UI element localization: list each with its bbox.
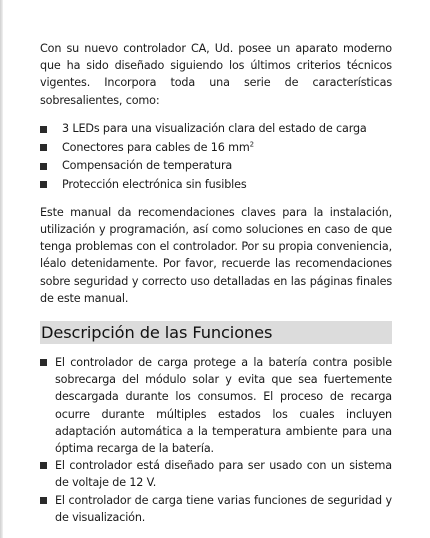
square-bullet-icon	[40, 163, 47, 170]
feature-text: 3 LEDs para una visualización clara del estado de carga	[62, 122, 367, 136]
square-bullet-icon	[40, 144, 47, 151]
feature-text	[62, 139, 254, 156]
feature-text: Compensación de temperatura	[62, 159, 233, 173]
manual-paragraph: Este manual da recomendaciones claves para la instalación, utilización y programación, así como soluciones en caso de que tenga problemas con el controlador. Por su propia conveniencia, léalo detenidamente. Por favor, recuerde las recomendaciones sobre seguridad y correcto uso detalladas en las páginas finales de este manual.	[40, 205, 392, 305]
feature-text: Protección electrónica sin fusibles	[62, 177, 247, 191]
function-list	[40, 354, 392, 526]
square-bullet-icon	[40, 126, 47, 133]
square-bullet-icon	[40, 497, 47, 504]
function-item	[40, 354, 392, 457]
feature-item	[40, 175, 392, 194]
section-header	[40, 321, 392, 344]
function-text: El controlador está diseñado para ser usado con un sistema de voltaje de 12 V.	[55, 459, 392, 490]
intro-paragraph: Con su nuevo controlador CA, Ud. posee un aparato moderno que ha sido diseñado siguiendo los últimos criterios técnicos vigentes. Incorpora toda una serie de características sobresalientes, como:	[40, 42, 392, 107]
feature-item	[40, 157, 392, 176]
page-edge	[0, 0, 3, 538]
square-bullet-icon	[40, 462, 47, 469]
document-page	[40, 40, 392, 526]
feature-text-main: Conectores para cables de 16 mm	[62, 140, 250, 154]
feature-item	[40, 120, 392, 139]
function-item	[40, 492, 392, 526]
function-text: El controlador de carga protege a la batería contra posible sobrecarga del módulo solar y evita que sea fuertemente descargada durante los consumos. El proceso de recarga ocurre durante múltiples estados los cuales incluyen adaptación automática a la temperatura ambiente para una óptima recarga de la batería.	[55, 356, 392, 456]
feature-list	[40, 120, 392, 194]
square-bullet-icon	[40, 181, 47, 188]
superscript: 2	[249, 140, 254, 149]
square-bullet-icon	[40, 359, 47, 366]
feature-item	[40, 138, 392, 157]
function-text: El controlador de carga tiene varias funciones de seguridad y de visualización.	[55, 493, 392, 524]
function-item	[40, 457, 392, 491]
section-title: Descripción de las Funciones	[41, 322, 273, 342]
